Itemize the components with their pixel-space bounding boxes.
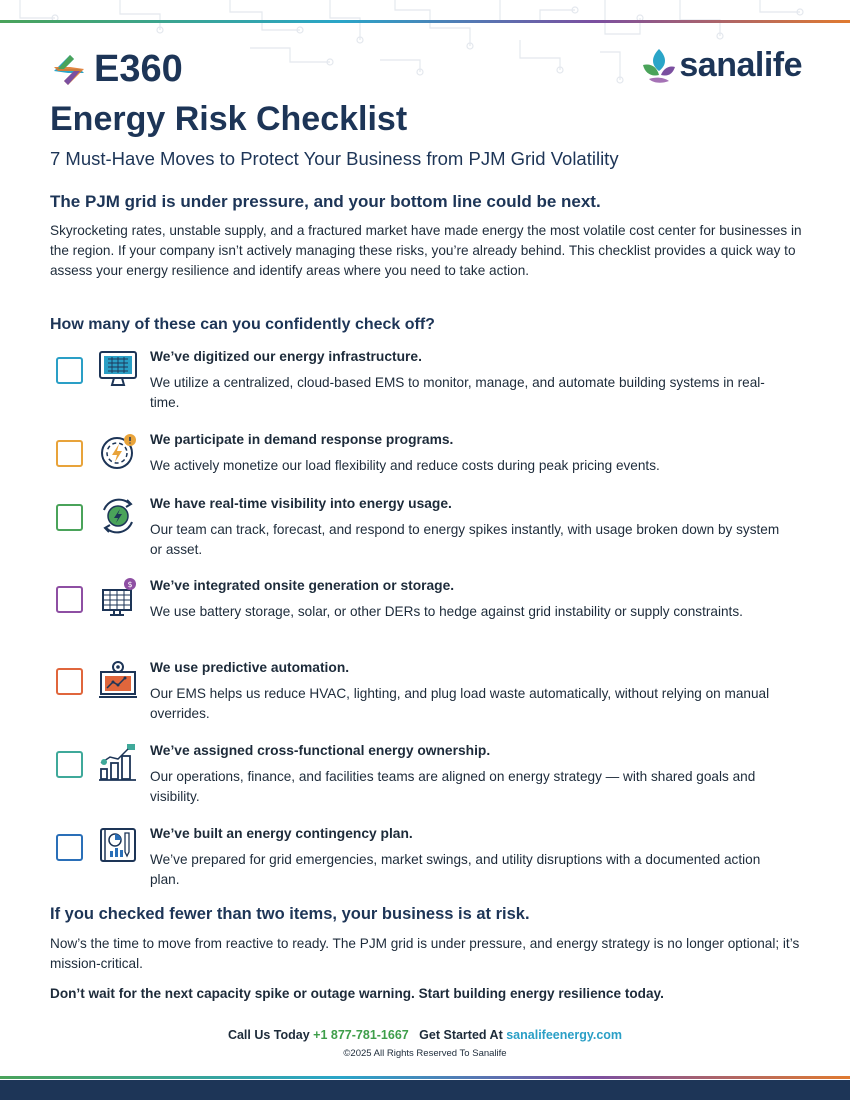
item-description: We use battery storage, solar, or other DERs to hedge against grid instability or supply constraints. (150, 604, 743, 619)
lightning-alert-icon (98, 432, 138, 472)
item-description: We utilize a centralized, cloud-based EMS to monitor, manage, and automate building systems in real-time. (150, 375, 765, 410)
item-description: We’ve prepared for grid emergencies, market swings, and utility disruptions with a documented action plan. (150, 852, 761, 887)
copyright: ©2025 All Rights Reserved To Sanalife (343, 1048, 507, 1059)
page-title: Energy Risk Checklist (50, 100, 408, 138)
item-title: We’ve digitized our energy infrastructure. (150, 349, 422, 364)
checklist-question: How many of these can you confidently check off? (50, 316, 435, 333)
automation-laptop-icon (98, 660, 138, 700)
item-description: Our EMS helps us reduce HVAC, lighting, and plug load waste automatically, without relying on manual overrides. (150, 686, 770, 721)
checkbox-demand-response[interactable] (56, 440, 83, 467)
sanalife-leaf-icon (641, 47, 677, 85)
checkbox-contingency-plan[interactable] (56, 834, 83, 861)
page-subtitle: 7 Must-Have Moves to Protect Your Business from PJM Grid Volatility (50, 148, 619, 169)
item-title: We participate in demand response programs. (150, 432, 454, 447)
growth-chart-icon (98, 743, 138, 783)
intro-paragraph: Skyrocketing rates, unstable supply, and a fractured market have made energy the most volatile cost center for businesses in the region. If your company isn’t actively managing these risks, you’re already behind. This checklist provides a quick way to assess your energy resilience and identify areas where you need to take action. (50, 223, 802, 278)
sanalife-logo-text: sanalife (679, 46, 802, 84)
website-link[interactable]: sanalifeenergy.com (506, 1028, 623, 1042)
phone-link[interactable]: +1 877-781-1667 (313, 1028, 409, 1042)
intro-lead: The PJM grid is under pressure, and your bottom line could be next. (50, 192, 601, 211)
call-to-action: Don’t wait for the next capacity spike or outage warning. Start building energy resilience today. (50, 986, 664, 1001)
energy-cycle-icon (98, 496, 138, 536)
e360-logo (50, 48, 183, 91)
e360-logo-text: E360 (94, 48, 183, 90)
item-description: Our operations, finance, and facilities teams are aligned on energy strategy — with shared goals and visibility. (150, 769, 756, 804)
item-title: We’ve built an energy contingency plan. (150, 826, 413, 841)
sanalife-logo (641, 46, 802, 85)
call-label: Call Us Today (227, 1028, 310, 1042)
bottom-gradient-line (0, 1076, 850, 1079)
svg-text:$: $ (127, 580, 133, 589)
checkbox-digitized[interactable] (56, 357, 83, 384)
item-title: We’ve integrated onsite generation or storage. (150, 578, 455, 593)
get-started-label: Get Started At (419, 1028, 503, 1042)
item-title: We’ve assigned cross-functional energy ownership. (150, 743, 491, 758)
closing-paragraph: Now’s the time to move from reactive to ready. The PJM grid is under pressure, and energy strategy is no longer optional; it’s mission-critical. (50, 936, 800, 971)
bottom-bar (0, 1080, 850, 1100)
footer-contact (0, 1028, 850, 1042)
solar-panel-icon (98, 578, 138, 618)
item-title: We have real-time visibility into energy usage. (150, 496, 452, 511)
checkbox-ownership[interactable] (56, 751, 83, 778)
checkbox-predictive-automation[interactable] (56, 668, 83, 695)
blueprint-plan-icon (98, 826, 138, 866)
item-description: We actively monetize our load flexibility and reduce costs during peak pricing events. (150, 458, 660, 473)
risk-warning: If you checked fewer than two items, your business is at risk. (50, 905, 530, 923)
monitor-icon (98, 349, 138, 389)
top-gradient-line (0, 20, 850, 23)
e360-mark-icon (50, 51, 88, 89)
item-description: Our team can track, forecast, and respond to energy spikes instantly, with usage broken down by system or asset. (150, 522, 780, 557)
checkbox-visibility[interactable] (56, 504, 83, 531)
item-title: We use predictive automation. (150, 660, 350, 675)
checkbox-onsite-generation[interactable] (56, 586, 83, 613)
